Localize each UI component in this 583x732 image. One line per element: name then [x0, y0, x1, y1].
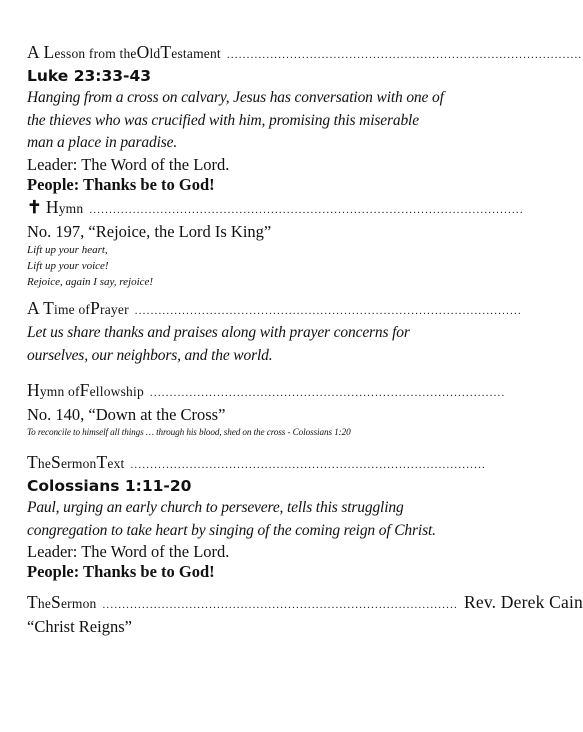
lyric-line: Rejoice, again I say, rejoice! [27, 276, 154, 288]
dot-leader: .......................................................................................... [102, 599, 458, 611]
hymn-title: No. 197, “Rejoice, the Lord Is King” [27, 222, 272, 241]
people-response: People: Thanks be to God! [27, 174, 215, 194]
sermon-text-heading: T he S ermon T ext .......................................................................................... [27, 452, 447, 475]
scripture-reference: Luke 23:33-43 [27, 67, 152, 85]
fellowship-hymn-heading: H ymn of F ellowship .......................................................................................... [27, 380, 447, 403]
prayer-heading: A T ime of P rayer .................................................................................................. [27, 298, 447, 321]
sermon-title: “Christ Reigns” [27, 617, 132, 636]
dot-leader: .......................................................................................... [130, 459, 486, 471]
dot-leader: .......................................................................................... [226, 49, 583, 61]
old-testament-section [27, 42, 583, 195]
sermon-heading: T he S ermon .......................................................................................... Rev. Derek Cain [27, 592, 447, 615]
dot-leader: .................................................................................................. [134, 305, 522, 317]
hymn-section [27, 197, 524, 290]
hymn-title: No. 140, “Down at the Cross” [27, 405, 226, 424]
dot-leader: .......................................................................................... [149, 387, 506, 399]
old-testament-heading: A L esson from the O ld T estament .......................................................................................... [27, 42, 447, 65]
leader-response: Leader: The Word of the Lord. [27, 542, 230, 561]
preacher-name: Rev. Derek Cain [463, 592, 583, 612]
lyric-line: Lift up your heart, [27, 244, 108, 256]
sermon-section [27, 592, 583, 637]
hymn-heading: ✝ H ymn .............................................................................................................. [27, 197, 447, 220]
people-response: People: Thanks be to God! [27, 562, 215, 581]
fellowship-hymn-section [27, 380, 506, 439]
prayer-section [27, 298, 522, 367]
lyric-line: Lift up your voice! [27, 260, 109, 272]
scripture-reference: Colossians 1:11-20 [27, 477, 192, 495]
scripture-quote: To reconcile to himself all things … through his blood, shed on the cross - Colossians 1:20 [27, 427, 351, 437]
sermon-text-section [27, 452, 486, 582]
sermon-text-summary: Paul, urging an early church to persevere, tells this struggling congregation to take heart by singing of the coming reign of Christ. [27, 499, 436, 539]
cross-icon: ✝ [27, 197, 42, 217]
prayer-invitation: Let us share thanks and praises along with prayer concerns for ourselves, our neighbors, and the world. [27, 324, 410, 364]
lesson-summary: Hanging from a cross on calvary, Jesus has conversation with one of the thieves who was crucified with him, promising this miserable man a place in paradise. [27, 89, 444, 151]
leader-response: Leader: The Word of the Lord. [27, 154, 230, 174]
hymn-lyrics [27, 242, 447, 290]
dot-leader: .............................................................................................................. [89, 204, 524, 216]
